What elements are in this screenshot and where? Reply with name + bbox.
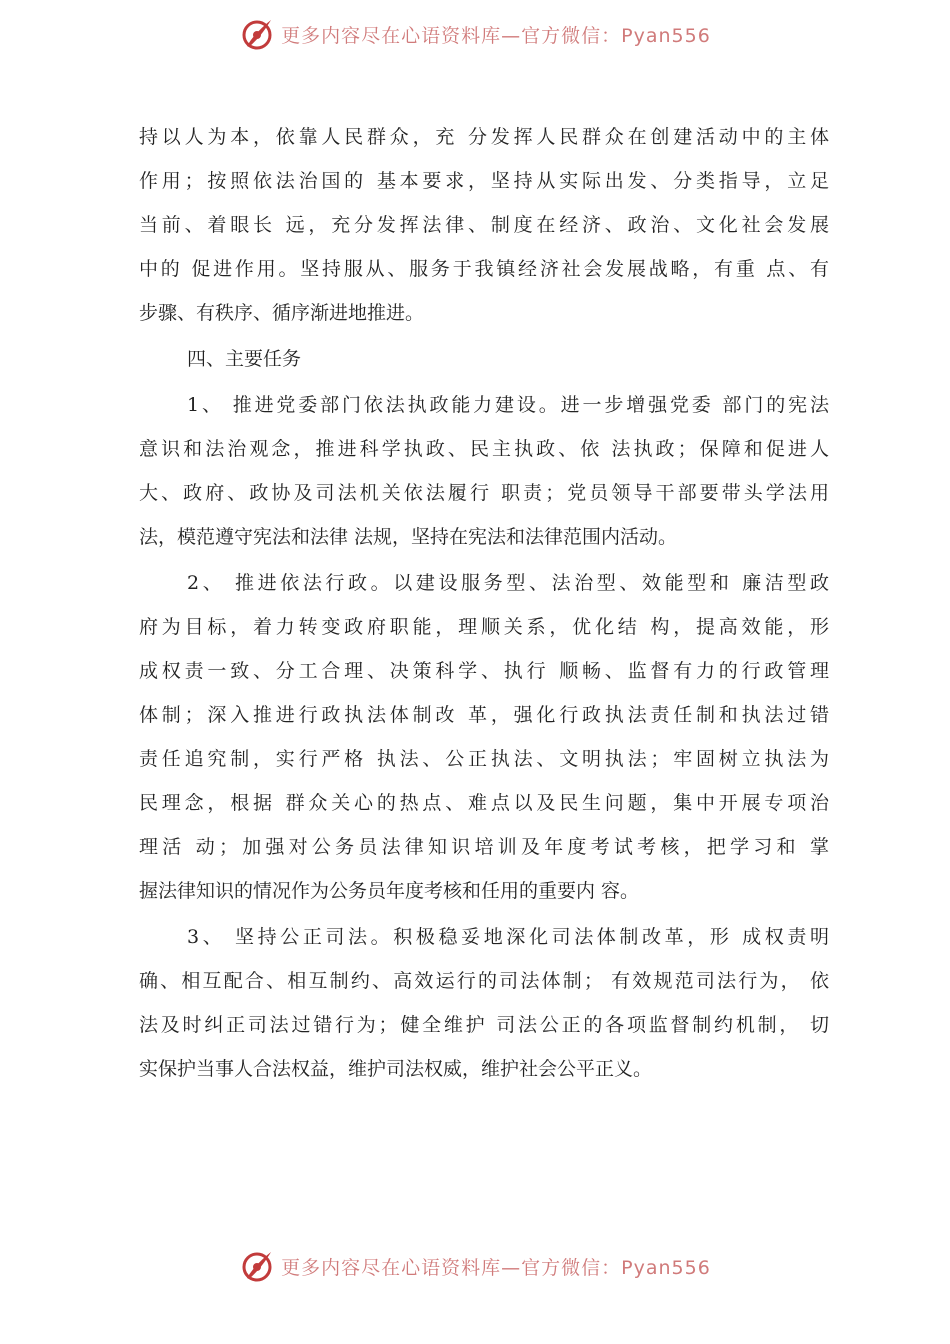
text-line: 2、 推进依法行政。以建设服务型、法治型、效能型和 廉洁型政 bbox=[187, 572, 829, 594]
watermark-header bbox=[0, 14, 950, 54]
text-line: 府为目标，着力转变政府职能，理顺关系，优化结 构，提高效能，形 bbox=[139, 616, 829, 638]
text-line: 1、 推进党委部门依法执政能力建设。进一步增强党委 部门的宪法 bbox=[187, 394, 829, 416]
text-line: 确、相互配合、相互制约、高效运行的司法体制； 有效规范司法行为， 依 bbox=[139, 970, 829, 992]
text-line: 大、政府、政协及司法机关依法履行 职责；党员领导干部要带头学法用 bbox=[139, 482, 829, 504]
text-line: 持以人为本，依靠人民群众，充 分发挥人民群众在创建活动中的主体 bbox=[139, 126, 829, 148]
quill-seal-icon bbox=[239, 16, 275, 52]
text-line: 意识和法治观念，推进科学执政、民主执政、依 法执政；保障和促进人 bbox=[139, 438, 829, 460]
quill-seal-icon bbox=[239, 1248, 275, 1284]
text-line: 握法律知识的情况作为公务员年度考核和任用的重要内 容。 bbox=[139, 880, 640, 902]
text-line: 法，模范遵守宪法和法律 法规，坚持在宪法和法律范围内活动。 bbox=[139, 526, 678, 548]
text-line: 实保护当事人合法权益，维护司法权威，维护社会公平正义。 bbox=[139, 1058, 653, 1080]
paragraph-task-3-body bbox=[139, 959, 829, 1091]
paragraph-task-2 bbox=[139, 561, 829, 605]
text-line: 当前、着眼长 远，充分发挥法律、制度在经济、政治、文化社会发展 bbox=[139, 214, 829, 236]
paragraph-task-3 bbox=[139, 915, 829, 959]
text-line: 成权责一致、分工合理、决策科学、执行 顺畅、监督有力的行政管理 bbox=[139, 660, 829, 682]
paragraph-task-2-body bbox=[139, 605, 829, 913]
text-line: 作用；按照依法治国的 基本要求，坚持从实际出发、分类指导，立足 bbox=[139, 170, 829, 192]
section-heading: 四、主要任务 bbox=[187, 348, 302, 370]
paragraph-principles bbox=[139, 115, 829, 335]
text-line: 理活 动；加强对公务员法律知识培训及年度考试考核，把学习和 掌 bbox=[139, 836, 829, 858]
watermark-footer bbox=[0, 1246, 950, 1286]
text-line: 3、 坚持公正司法。积极稳妥地深化司法体制改革，形 成权责明 bbox=[187, 926, 829, 948]
watermark-text: 更多内容尽在心语资料库—官方微信：Pyan556 bbox=[281, 1256, 711, 1279]
document-body bbox=[139, 115, 829, 1091]
text-line: 步骤、有秩序、循序渐进地推进。 bbox=[139, 302, 425, 324]
paragraph-task-1 bbox=[139, 383, 829, 427]
watermark-text: 更多内容尽在心语资料库—官方微信：Pyan556 bbox=[281, 24, 711, 47]
text-line: 责任追究制，实行严格 执法、公正执法、文明执法；牢固树立执法为 bbox=[139, 748, 829, 770]
text-line: 中的 促进作用。坚持服从、服务于我镇经济社会发展战略，有重 点、有 bbox=[139, 258, 829, 280]
paragraph-task-1-body bbox=[139, 427, 829, 559]
text-line: 民理念，根据 群众关心的热点、难点以及民生问题，集中开展专项治 bbox=[139, 792, 829, 814]
text-line: 体制；深入推进行政执法体制改 革，强化行政执法责任制和执法过错 bbox=[139, 704, 829, 726]
text-line: 法及时纠正司法过错行为；健全维护 司法公正的各项监督制约机制， 切 bbox=[139, 1014, 829, 1036]
